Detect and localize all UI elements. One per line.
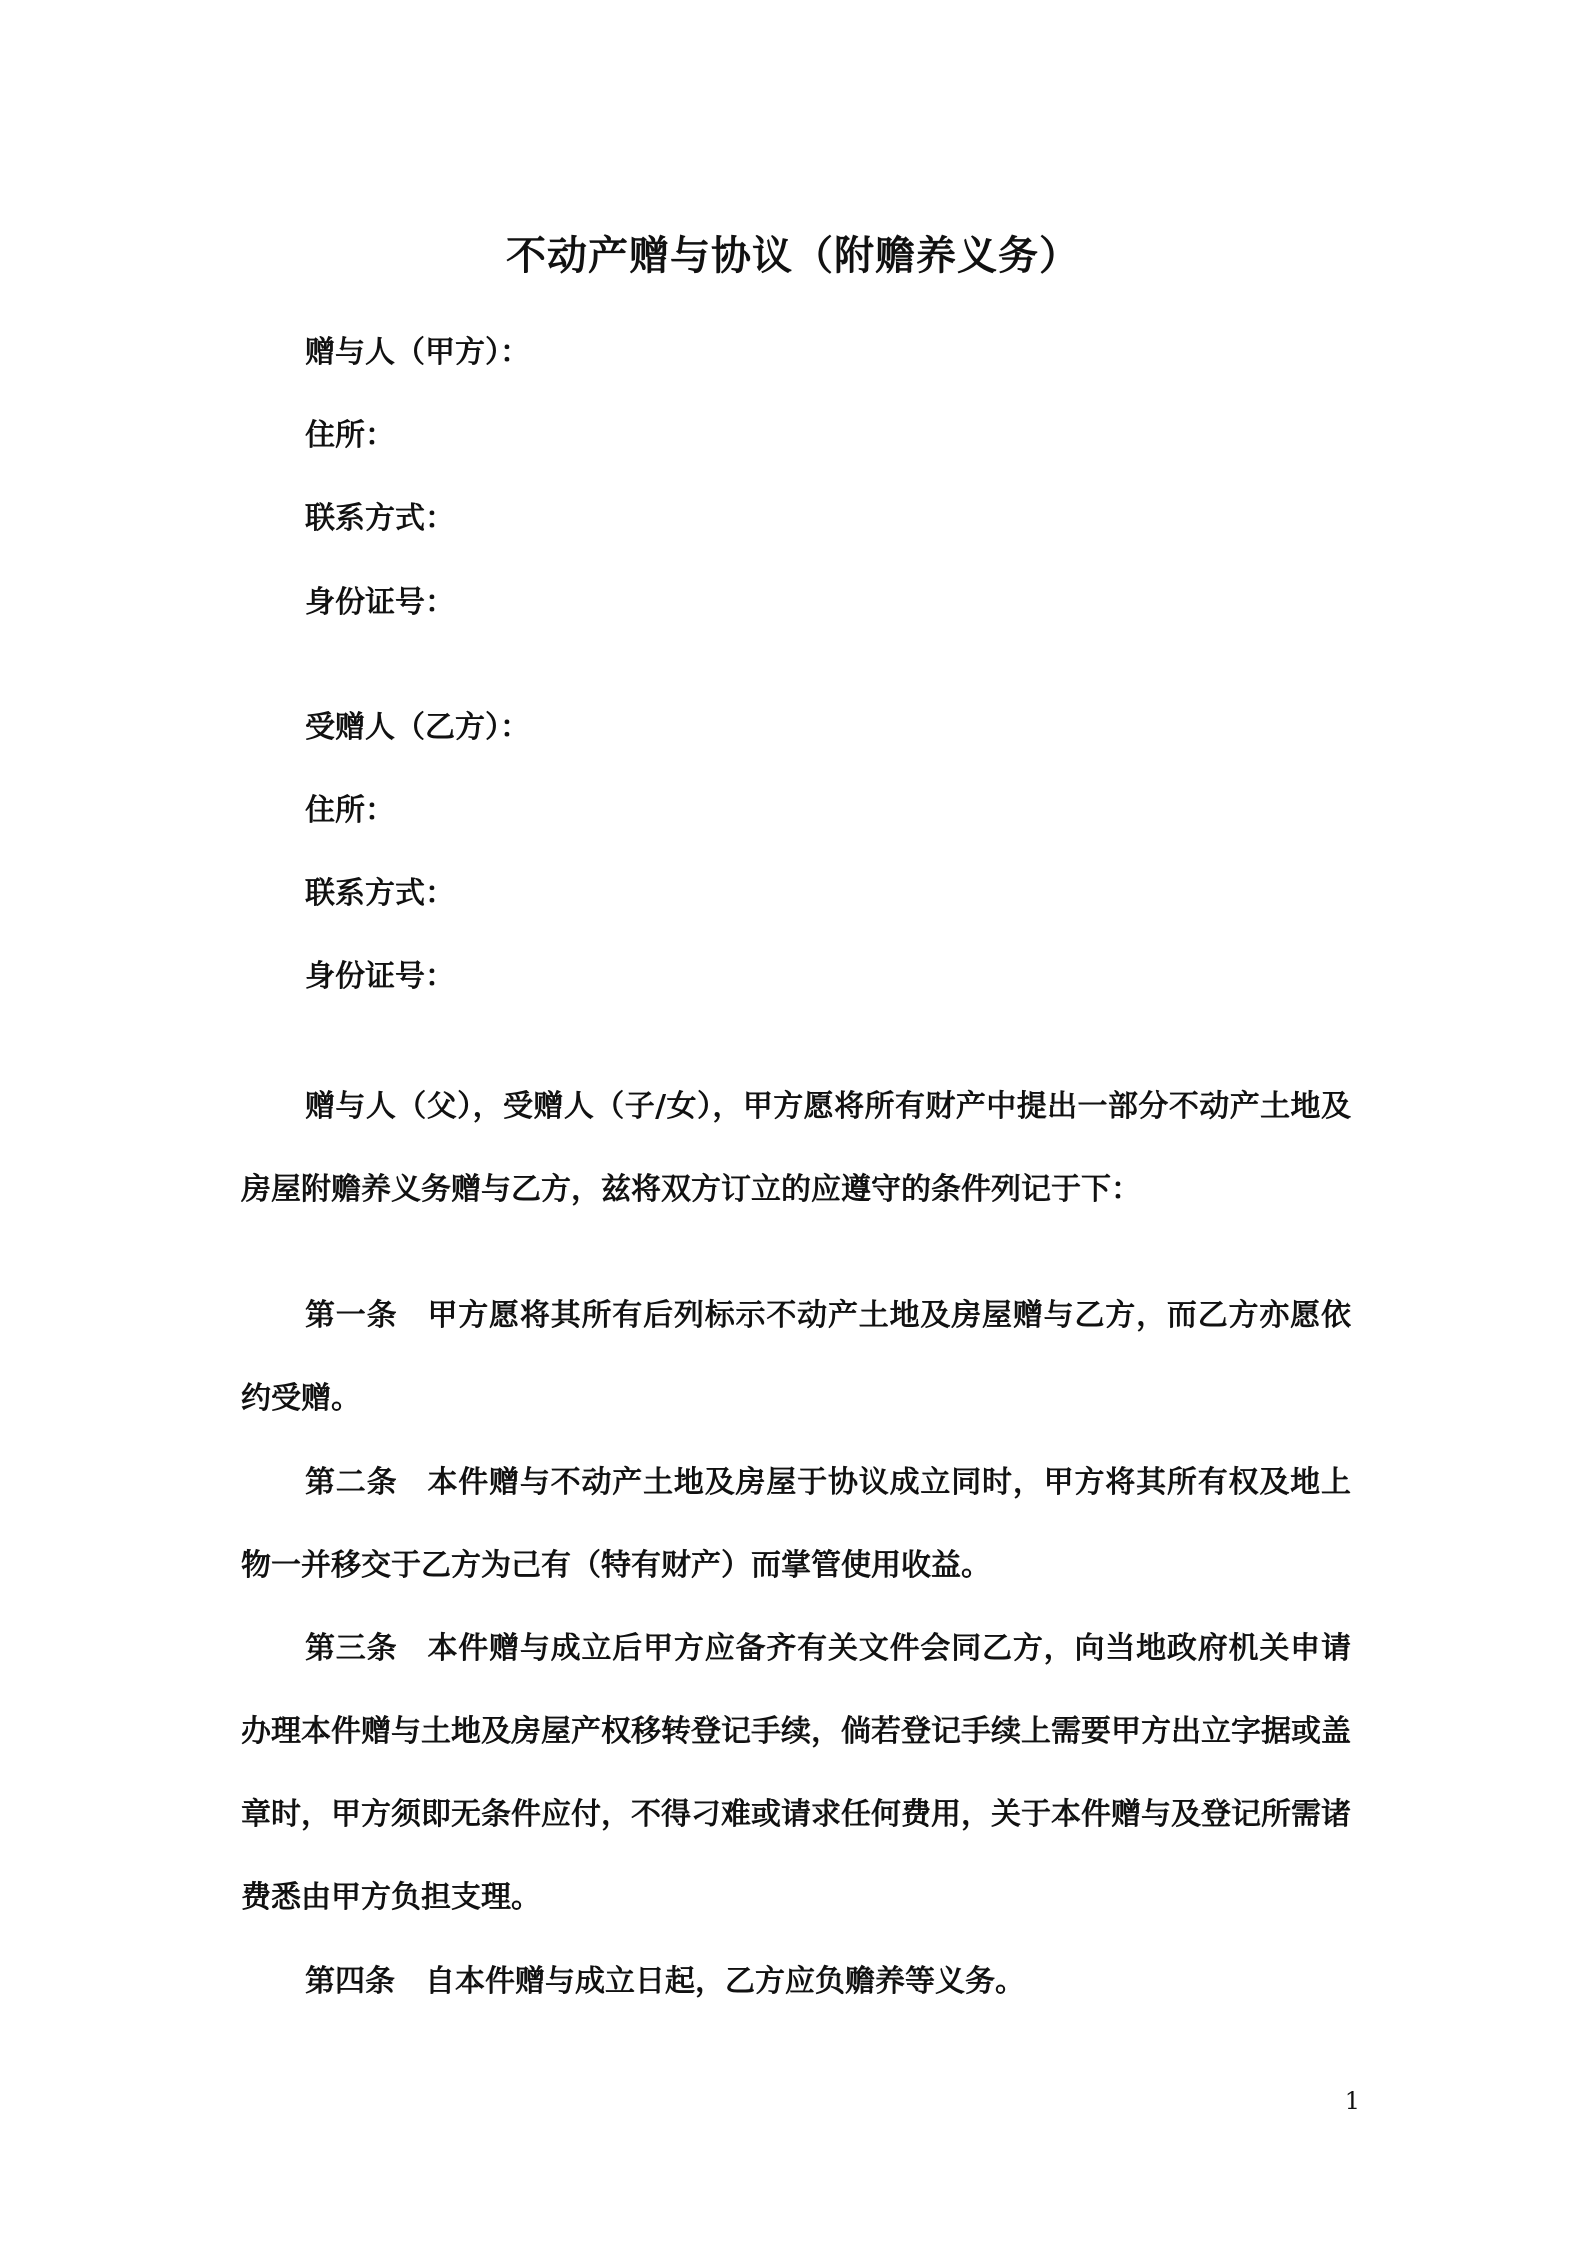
article-number: 第三条 [305, 1631, 398, 1666]
donee-contact: 联系方式： [305, 876, 455, 911]
donor-contact: 联系方式： [305, 501, 455, 536]
article-number: 第一条 [305, 1298, 398, 1333]
page-number: 1 [1344, 2087, 1360, 2115]
article-3 [241, 1607, 1351, 1939]
donee-label: 受赠人（乙方）： [305, 710, 530, 745]
donee-address: 住所： [305, 793, 395, 828]
donor-address: 住所： [305, 418, 395, 453]
article-number: 第四条 [305, 1964, 395, 1999]
article-number: 第二条 [305, 1465, 398, 1500]
donor-id-number: 身份证号： [305, 585, 455, 620]
donee-id-number: 身份证号： [305, 959, 455, 994]
document-title: 不动产赠与协议（附赡养义务） [506, 233, 1080, 279]
article-text: 甲方愿将其所有后列标示不动产土地及房屋赠与乙方，而乙方亦愿依约受赠。 [241, 1298, 1351, 1416]
donor-label: 赠与人（甲方）： [305, 335, 530, 370]
article-text: 自本件赠与成立日起，乙方应负赡养等义务。 [425, 1964, 1025, 1999]
article-1 [241, 1274, 1351, 1440]
article-4 [241, 1940, 1351, 2023]
article-text: 本件赠与不动产土地及房屋于协议成立同时，甲方将其所有权及地上物一并移交于乙方为己有（特有财产）而掌管使用收益。 [241, 1465, 1351, 1583]
preamble: 赠与人（父），受赠人（子/女），甲方愿将所有财产中提出一部分不动产土地及房屋附赡养义务赠与乙方，兹将双方订立的应遵守的条件列记于下： [241, 1089, 1351, 1207]
article-text: 本件赠与成立后甲方应备齐有关文件会同乙方，向当地政府机关申请办理本件赠与土地及房屋产权移转登记手续，倘若登记手续上需要甲方出立字据或盖章时，甲方须即无条件应付，不得刁难或请求任何费用，关于本件赠与及登记所需诸费悉由甲方负担支理。 [241, 1631, 1351, 1915]
article-2 [241, 1441, 1351, 1607]
